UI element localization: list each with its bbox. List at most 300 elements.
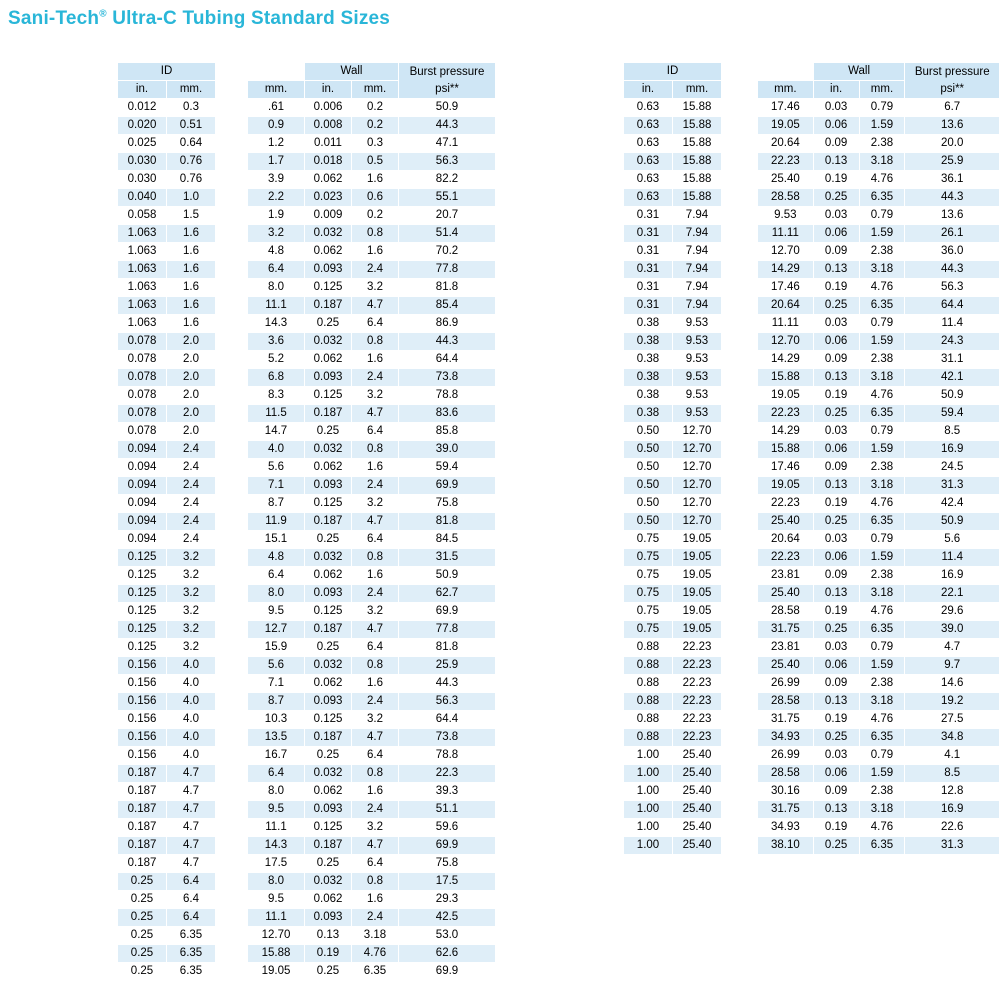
table-cell: 1.00 [624,783,673,801]
table-cell: 0.13 [813,801,859,819]
table-cell: 0.03 [813,207,859,225]
table-cell: 56.3 [399,693,496,711]
table-cell: 17.5 [399,873,496,891]
left-wall-table [247,62,496,981]
table-row [248,765,496,783]
table-cell: 20.64 [758,531,814,549]
table-cell: 44.3 [399,675,496,693]
table-cell: 0.13 [813,369,859,387]
table-cell: 19.2 [905,693,1000,711]
table-cell: 0.011 [305,135,352,153]
table-cell: 14.3 [248,315,305,333]
table-cell: 4.7 [167,837,216,855]
table-cell: 0.19 [813,171,859,189]
table-row [758,297,1000,315]
table-cell: 3.18 [859,153,905,171]
table-cell: 0.06 [813,765,859,783]
table-row [248,855,496,873]
table-cell: 1.0 [167,189,216,207]
table-cell: 44.3 [905,261,1000,279]
table-cell: 0.187 [305,621,352,639]
table-cell: 0.156 [118,675,167,693]
table-cell: 6.8 [248,369,305,387]
table-cell: 1.00 [624,837,673,855]
table-cell: 1.59 [859,657,905,675]
table-cell: 1.9 [248,207,305,225]
table-cell: 4.7 [352,297,399,315]
table-row [624,711,722,729]
table-row [758,189,1000,207]
table-cell: 38.10 [758,837,814,855]
table-row [248,801,496,819]
table-cell: 11.1 [248,909,305,927]
table-cell: 2.0 [167,351,216,369]
table-cell: 2.38 [859,783,905,801]
table-cell: 0.020 [118,117,167,135]
table-row [248,315,496,333]
table-cell: 0.9 [248,117,305,135]
table-cell: 0.09 [813,675,859,693]
table-cell: 6.35 [859,729,905,747]
table-cell: 22.23 [758,549,814,567]
table-cell: 0.25 [813,405,859,423]
right-wall-table [757,62,1000,855]
table-row [248,585,496,603]
table-cell: 4.76 [352,945,399,963]
table-row [118,549,216,567]
table-cell: 3.2 [352,387,399,405]
table-cell: 0.062 [305,171,352,189]
table-row [118,693,216,711]
table-cell: 14.29 [758,423,814,441]
table-cell: 64.4 [399,711,496,729]
table-cell: 7.1 [248,477,305,495]
table-row [118,315,216,333]
table-row [118,351,216,369]
table-cell: 1.063 [118,279,167,297]
table-row [248,333,496,351]
burst-line-2: psi** [435,82,459,95]
table-row [758,585,1000,603]
table-cell: 29.3 [399,891,496,909]
table-row [118,729,216,747]
table-cell: 0.156 [118,747,167,765]
table-cell: 0.31 [624,261,673,279]
table-cell: 14.29 [758,351,814,369]
table-cell: 20.7 [399,207,496,225]
table-cell: 1.00 [624,747,673,765]
table-row [758,261,1000,279]
table-row [624,243,722,261]
table-cell: 4.0 [167,711,216,729]
table-cell: 0.125 [305,603,352,621]
table-cell: 0.062 [305,243,352,261]
table-row [758,333,1000,351]
table-cell: 0.75 [624,549,673,567]
table-cell: 19.05 [758,117,814,135]
table-cell: 1.00 [624,819,673,837]
table-cell: 0.187 [305,837,352,855]
table-row [758,369,1000,387]
table-row [248,549,496,567]
table-row [248,135,496,153]
header-wall: Wall [813,63,905,81]
table-cell: 6.35 [859,189,905,207]
table-cell: 1.063 [118,261,167,279]
table-cell: 3.18 [352,927,399,945]
table-row [624,513,722,531]
table-cell: 24.5 [905,459,1000,477]
table-row [624,693,722,711]
table-cell: 0.156 [118,657,167,675]
table-cell: 1.7 [248,153,305,171]
table-cell: 0.19 [813,279,859,297]
table-row [118,945,216,963]
table-cell: 39.0 [399,441,496,459]
table-row [248,891,496,909]
table-cell: 0.79 [859,639,905,657]
table-cell: 19.05 [673,585,722,603]
table-row [118,567,216,585]
table-cell: 25.40 [758,513,814,531]
table-cell: 12.8 [905,783,1000,801]
table-cell: 0.062 [305,891,352,909]
table-cell: 0.25 [118,963,167,981]
table-cell: 4.0 [167,729,216,747]
table-cell: 82.2 [399,171,496,189]
header-burst-pressure [905,63,1000,99]
table-cell: 0.79 [859,531,905,549]
table-cell: 22.23 [673,711,722,729]
table-cell: 42.5 [399,909,496,927]
table-cell: 11.9 [248,513,305,531]
table-row [758,495,1000,513]
table-cell: 9.53 [673,315,722,333]
table-cell: 15.9 [248,639,305,657]
table-cell: 0.058 [118,207,167,225]
table-cell: 50.9 [905,513,1000,531]
table-cell: 3.6 [248,333,305,351]
table-cell: 0.187 [118,837,167,855]
table-row [758,531,1000,549]
table-row [118,765,216,783]
table-row [118,405,216,423]
table-cell: 2.4 [352,261,399,279]
table-cell: 0.25 [305,639,352,657]
table-row [118,477,216,495]
table-cell: 12.70 [673,477,722,495]
table-cell: 11.11 [758,225,814,243]
table-row [118,927,216,945]
table-cell: 0.25 [813,837,859,855]
table-row [118,189,216,207]
table-cell: 0.187 [118,783,167,801]
table-cell: 0.63 [624,153,673,171]
table-row [248,459,496,477]
table-row [248,657,496,675]
table-cell: 8.5 [905,423,1000,441]
table-cell: 73.8 [399,729,496,747]
table-cell: 2.0 [167,405,216,423]
table-cell: 0.88 [624,729,673,747]
table-cell: 0.88 [624,675,673,693]
table-cell: 17.46 [758,459,814,477]
table-cell: 0.50 [624,423,673,441]
table-cell: 1.00 [624,801,673,819]
table-cell: 0.25 [305,747,352,765]
table-cell: 81.8 [399,513,496,531]
table-cell: 73.8 [399,369,496,387]
table-row [624,153,722,171]
table-cell: 31.3 [905,837,1000,855]
table-cell: 4.7 [167,765,216,783]
table-cell: 2.38 [859,351,905,369]
table-cell: 0.093 [305,693,352,711]
table-cell: 19.05 [248,963,305,981]
table-row [624,603,722,621]
table-cell: 2.0 [167,333,216,351]
table-cell: 0.009 [305,207,352,225]
table-cell: 0.76 [167,153,216,171]
table-cell: 0.25 [305,855,352,873]
table-row [758,675,1000,693]
table-cell: 9.53 [673,405,722,423]
table-cell: 4.0 [167,747,216,765]
table-cell: 4.76 [859,279,905,297]
table-cell: 6.4 [352,423,399,441]
table-row [248,279,496,297]
table-cell: 7.94 [673,225,722,243]
table-cell: 7.94 [673,243,722,261]
table-cell: 42.4 [905,495,1000,513]
table-cell: 81.8 [399,279,496,297]
table-row [118,171,216,189]
table-cell: 15.88 [673,135,722,153]
table-cell: 19.05 [673,549,722,567]
table-cell: 4.76 [859,495,905,513]
table-cell: 0.03 [813,531,859,549]
page-title [8,8,390,30]
table-cell: 19.05 [673,531,722,549]
table-cell: 47.1 [399,135,496,153]
table-row [118,99,216,117]
table-row [758,117,1000,135]
table-row [624,495,722,513]
table-cell: 4.7 [905,639,1000,657]
table-cell: 1.5 [167,207,216,225]
table-cell: 6.4 [167,873,216,891]
table-cell: 0.6 [352,189,399,207]
table-cell: 0.094 [118,495,167,513]
table-row [248,117,496,135]
table-cell: 0.032 [305,549,352,567]
table-cell: 4.0 [167,657,216,675]
table-cell: 7.94 [673,279,722,297]
table-row [624,549,722,567]
burst-line-1: Burst pressure [409,65,485,78]
table-cell: 42.1 [905,369,1000,387]
header-in: in. [624,81,673,99]
table-cell: 0.062 [305,783,352,801]
table-cell: 12.70 [673,513,722,531]
table-cell: 23.81 [758,567,814,585]
table-row [248,189,496,207]
table-cell: 4.76 [859,711,905,729]
table-cell: 17.46 [758,279,814,297]
table-cell: 14.6 [905,675,1000,693]
table-cell: 0.032 [305,765,352,783]
table-cell: 0.078 [118,405,167,423]
table-row [624,441,722,459]
table-cell: 27.5 [905,711,1000,729]
table-cell: 5.6 [248,657,305,675]
table-row [758,567,1000,585]
table-cell: 0.8 [352,225,399,243]
header-mm-od: mm. [248,81,305,99]
table-cell: 0.094 [118,477,167,495]
table-cell: 0.187 [305,513,352,531]
header-id: ID [118,63,216,81]
table-cell: 0.13 [813,585,859,603]
table-cell: 26.1 [905,225,1000,243]
table-row [758,153,1000,171]
table-cell: 1.00 [624,765,673,783]
table-row [624,423,722,441]
table-cell: 1.59 [859,549,905,567]
table-cell: 20.0 [905,135,1000,153]
table-cell: 0.093 [305,585,352,603]
table-cell: 12.70 [248,927,305,945]
table-cell: 4.8 [248,549,305,567]
table-row [248,243,496,261]
table-cell: 0.187 [305,729,352,747]
table-cell: 0.030 [118,171,167,189]
table-row [118,387,216,405]
table-row [758,459,1000,477]
table-cell: 11.5 [248,405,305,423]
table-row [118,333,216,351]
table-cell: 0.2 [352,207,399,225]
table-row [118,639,216,657]
table-row [118,459,216,477]
table-cell: 0.125 [305,387,352,405]
table-cell: 28.58 [758,693,814,711]
table-cell: 22.1 [905,585,1000,603]
table-cell: 44.3 [399,117,496,135]
table-cell: 0.023 [305,189,352,207]
table-cell: 2.4 [167,531,216,549]
table-cell: 6.4 [352,855,399,873]
table-cell: 0.094 [118,513,167,531]
table-cell: 3.2 [167,603,216,621]
table-cell: 85.4 [399,297,496,315]
table-cell: 31.3 [905,477,1000,495]
table-row [248,387,496,405]
table-row [624,747,722,765]
table-cell: 50.9 [399,567,496,585]
table-row [248,711,496,729]
table-row [624,315,722,333]
table-cell: 31.1 [905,351,1000,369]
table-cell: 1.6 [167,225,216,243]
table-cell: 28.58 [758,189,814,207]
table-cell: 0.79 [859,747,905,765]
table-cell: 0.06 [813,549,859,567]
table-cell: 0.31 [624,279,673,297]
table-cell: 22.23 [673,657,722,675]
table-cell: 0.31 [624,243,673,261]
table-cell: 34.93 [758,819,814,837]
table-row [248,927,496,945]
table-cell: 0.13 [305,927,352,945]
table-cell: 0.63 [624,99,673,117]
table-cell: 7.1 [248,675,305,693]
table-cell: 0.156 [118,729,167,747]
table-cell: 4.76 [859,819,905,837]
table-row [118,891,216,909]
table-cell: 4.0 [167,693,216,711]
table-cell: 0.187 [305,297,352,315]
table-cell: 10.3 [248,711,305,729]
table-row [248,99,496,117]
table-cell: 9.7 [905,657,1000,675]
table-row [248,207,496,225]
table-cell: 0.09 [813,243,859,261]
table-cell: 0.50 [624,459,673,477]
table-header-row [248,63,496,81]
table-cell: 30.16 [758,783,814,801]
table-row [624,639,722,657]
page-title-main: Sani-Tech [8,8,100,29]
table-cell: 5.2 [248,351,305,369]
burst-line-1: Burst pressure [914,65,990,78]
table-cell: 6.4 [167,891,216,909]
table-cell: 12.70 [673,459,722,477]
table-cell: 77.8 [399,621,496,639]
table-cell: 2.4 [167,441,216,459]
table-cell: 0.50 [624,477,673,495]
table-row [248,567,496,585]
table-cell: 0.63 [624,171,673,189]
table-cell: 0.156 [118,711,167,729]
table-cell: 0.062 [305,675,352,693]
table-cell: 6.35 [859,405,905,423]
table-cell: 9.53 [673,369,722,387]
table-cell: 0.5 [352,153,399,171]
table-cell: 16.7 [248,747,305,765]
table-cell: 6.4 [352,531,399,549]
table-cell: 2.4 [352,477,399,495]
table-cell: 15.88 [673,153,722,171]
table-cell: 44.3 [905,189,1000,207]
table-cell: 1.6 [352,351,399,369]
table-row [248,837,496,855]
table-row [118,441,216,459]
table-cell: 6.4 [248,567,305,585]
table-cell: 0.38 [624,315,673,333]
header-in: in. [118,81,167,99]
table-row [758,99,1000,117]
table-cell: 0.032 [305,657,352,675]
table-cell: 2.4 [352,585,399,603]
table-cell: 19.05 [673,621,722,639]
table-cell: 0.125 [118,585,167,603]
table-cell: 0.75 [624,603,673,621]
table-cell: 0.19 [813,603,859,621]
table-cell: 62.7 [399,585,496,603]
table-cell: 1.6 [352,567,399,585]
table-cell: 51.1 [399,801,496,819]
